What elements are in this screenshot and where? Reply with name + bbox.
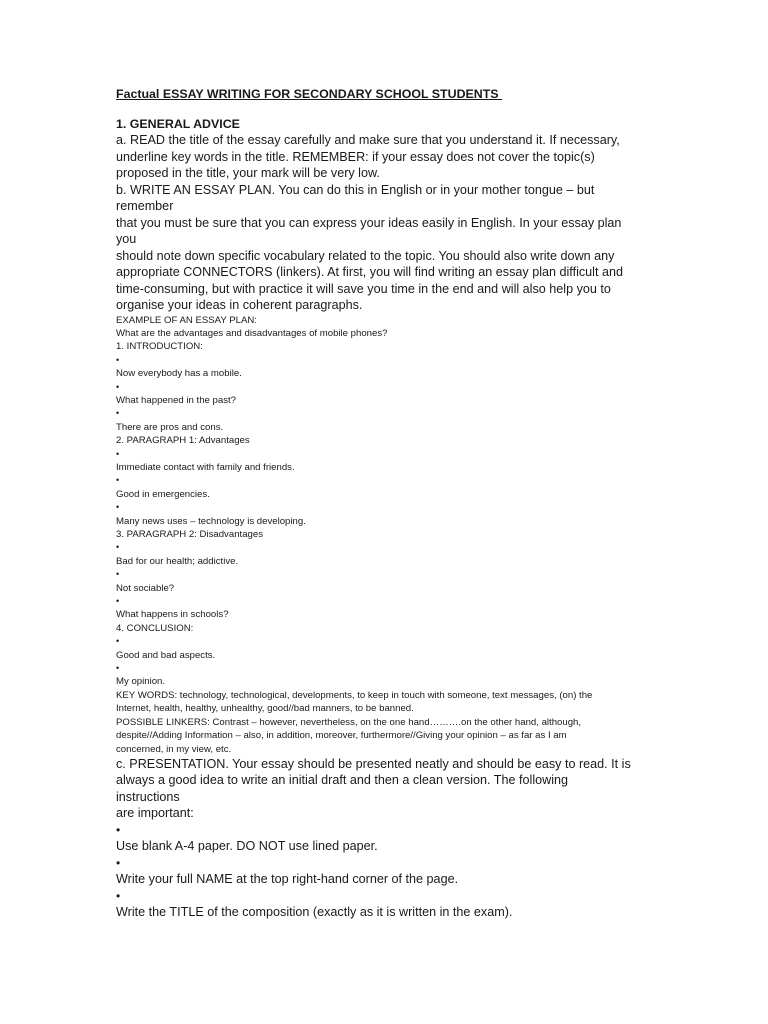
text-line: Write the TITLE of the composition (exactly as it is written in the exam). [116,905,513,920]
text-line: What happens in schools? [116,609,229,621]
text-line: Good in emergencies. [116,488,210,500]
text-line: remember [116,199,174,213]
bullet-marker: • [116,636,120,647]
text-line: Good and bad aspects. [116,649,216,661]
text-line: Use blank A-4 paper. DO NOT use lined paper. [116,839,378,854]
text-line: KEY WORDS: technology, technological, developments, to keep in touch with someone, text messages, (on) the [116,689,593,701]
text-line: organise your ideas in coherent paragraphs. [116,298,363,312]
essay-plan-example [116,314,646,756]
text-line: appropriate CONNECTORS (linkers). At first, you will find writing an essay plan difficult and [116,265,623,279]
paragraph-a [116,132,646,182]
bullet-marker: • [116,596,120,607]
text-line: 4. CONCLUSION: [116,622,194,634]
document-title: Factual ESSAY WRITING FOR SECONDARY SCHOOL STUDENTS [116,87,503,101]
text-line: despite//Adding Information – also, in addition, moreover, furthermore//Giving your opinion – as far as I am [116,730,567,742]
text-line: b. WRITE AN ESSAY PLAN. You can do this in English or in your mother tongue – but [116,182,595,197]
text-line: Bad for our health; addictive. [116,555,239,567]
text-line: underline key words in the title. REMEMBER: if your essay does not cover the topic(s) [116,149,595,164]
text-line: POSSIBLE LINKERS: Contrast – however, nevertheless, on the one hand……….on the other hand, although, [116,716,582,728]
bullet-marker: • [116,475,120,486]
text-line: What are the advantages and disadvantages of mobile phones? [116,327,388,339]
text-line: There are pros and cons. [116,421,224,433]
text-line: concerned, in my view, etc. [116,743,232,755]
text-line: Internet, health, healthy, unhealthy, good//bad manners, to be banned. [116,703,414,715]
text-line: should note down specific vocabulary related to the topic. You should also write down any [116,248,615,263]
bullet-marker: • [116,888,121,903]
bullet-marker: • [116,822,121,837]
section-heading: 1. GENERAL ADVICE [116,117,240,131]
text-line: Now everybody has a mobile. [116,368,242,380]
text-line: My opinion. [116,676,166,688]
text-line: 1. INTRODUCTION: [116,341,203,353]
text-line: Not sociable? [116,582,175,594]
document-page [116,86,646,921]
text-line: 2. PARAGRAPH 1: Advantages [116,435,250,447]
bullet-marker: • [116,354,120,365]
text-line: a. READ the title of the essay carefully and make sure that you understand it. If necessary, [116,133,620,147]
bullet-marker: • [116,569,120,580]
bullet-marker: • [116,408,120,419]
bullet-marker: • [116,381,120,392]
spacer [116,102,646,116]
text-line: EXAMPLE OF AN ESSAY PLAN: [116,314,257,326]
text-line: are important: [116,806,194,821]
paragraph-c [116,756,646,921]
text-line: What happened in the past? [116,394,237,406]
bullet-marker: • [116,502,120,513]
bullet-marker: • [116,542,120,553]
text-line: Many news uses – technology is developing. [116,515,306,527]
text-line: always a good idea to write an initial draft and then a clean version. The following [116,773,569,788]
bullet-marker: • [116,448,120,459]
text-line: c. PRESENTATION. Your essay should be presented neatly and should be easy to read. It is [116,756,631,771]
bullet-marker: • [116,663,120,674]
text-line: you [116,232,137,246]
text-line: Write your full NAME at the top right-hand corner of the page. [116,872,459,887]
text-line: 3. PARAGRAPH 2: Disadvantages [116,529,263,540]
text-line: proposed in the title, your mark will be very low. [116,166,380,180]
bullet-marker: • [116,855,121,870]
text-line: time-consuming, but with practice it will save you time in the end and will also help you to [116,281,611,296]
text-line: that you must be sure that you can express your ideas easily in English. In your essay plan [116,215,622,230]
text-line: instructions [116,789,180,804]
paragraph-b [116,182,646,314]
text-line: Immediate contact with family and friends. [116,461,295,473]
